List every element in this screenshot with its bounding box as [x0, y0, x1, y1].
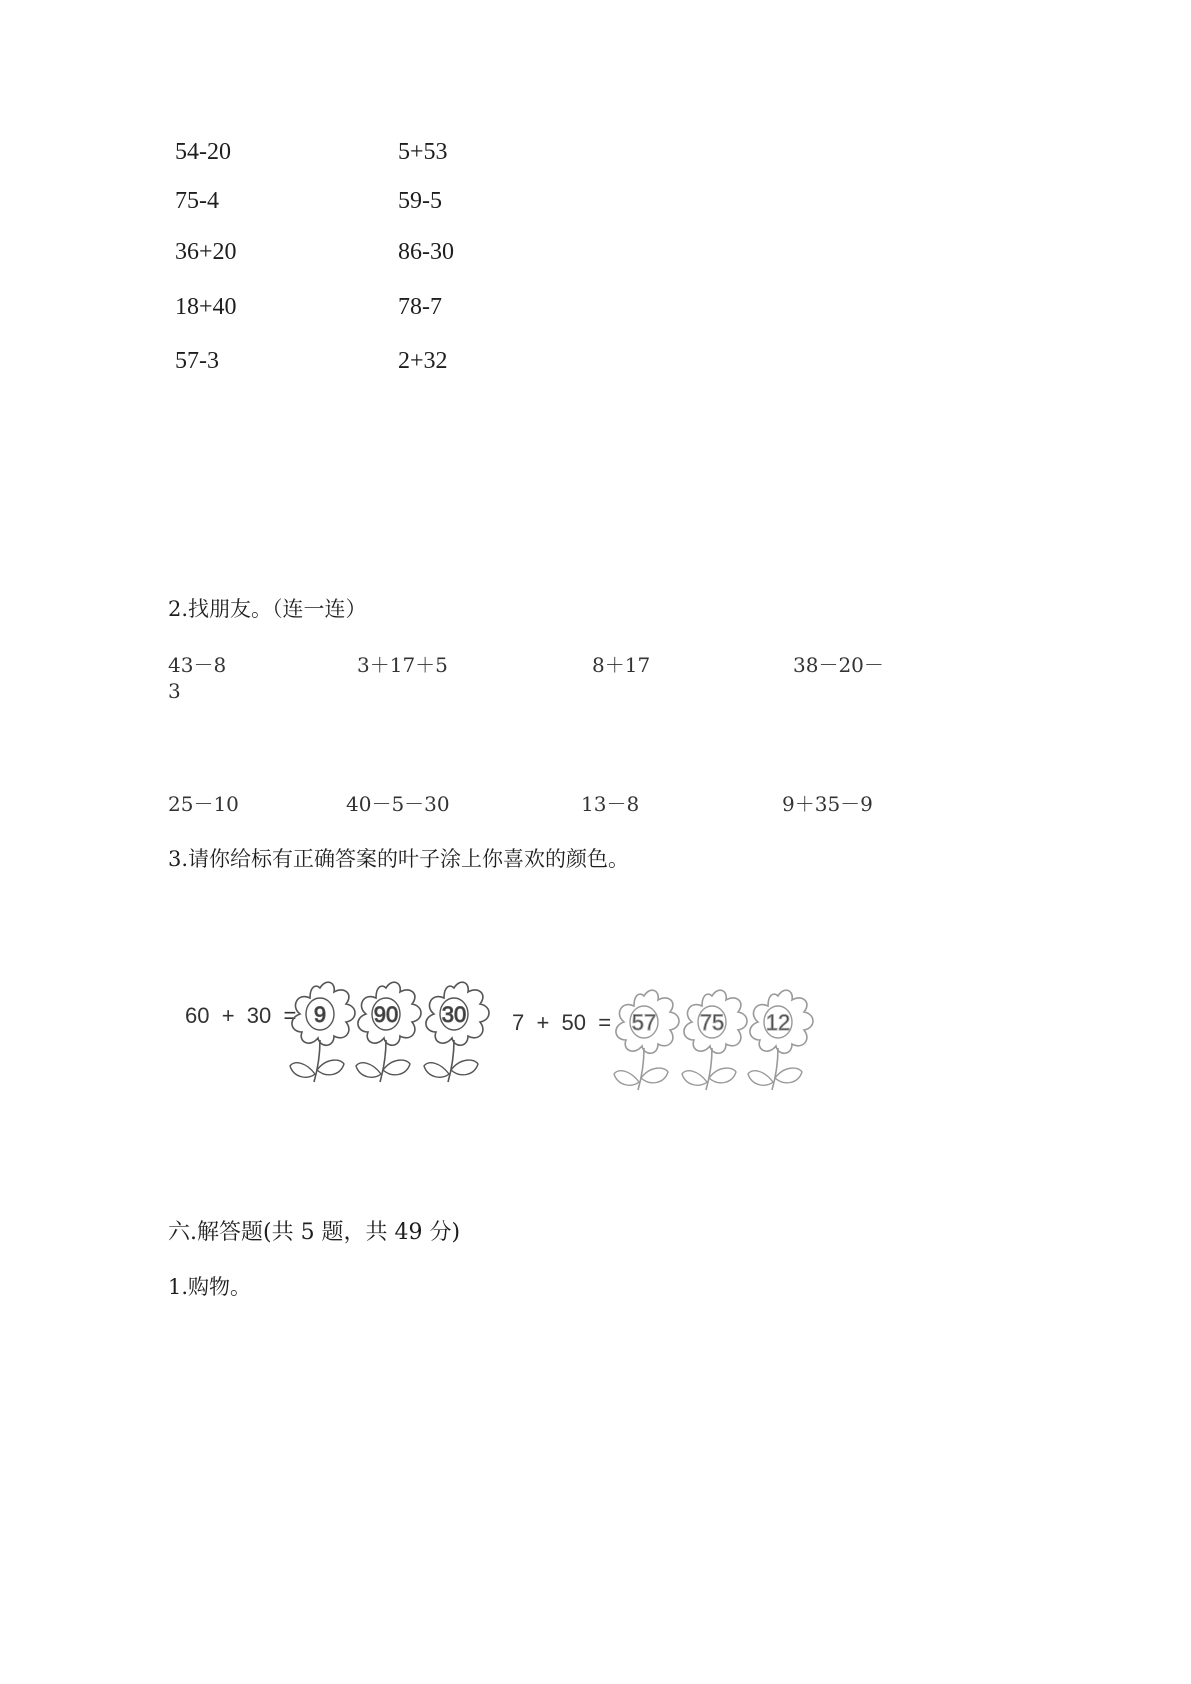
match-expression: 13－8 [581, 792, 640, 816]
flower-option: 9 [313, 1002, 327, 1027]
flower-icon[interactable] [614, 990, 679, 1090]
question-2-title: 2.找朋友。（连一连） [168, 597, 367, 621]
flower-group-2 [608, 986, 828, 1116]
flower-icon[interactable] [290, 982, 355, 1082]
flower-icon[interactable] [748, 990, 813, 1090]
flower-equation-2: 7 + 50 = [512, 1010, 612, 1035]
match-expression-wrap: 3 [168, 679, 181, 703]
calc-problem: 59-5 [398, 188, 442, 214]
flower-option: 30 [441, 1002, 467, 1027]
flower-option: 57 [631, 1010, 657, 1035]
flower-option: 75 [699, 1010, 725, 1035]
match-expression: 3＋17＋5 [357, 653, 448, 677]
calc-problem: 57-3 [175, 348, 219, 374]
section-6-question-1: 1.购物。 [168, 1275, 252, 1299]
calc-problem: 18+40 [175, 294, 237, 320]
section-6-heading: 六.解答题(共 5 题，共 49 分) [168, 1220, 461, 1245]
flower-option: 12 [765, 1010, 791, 1035]
match-expression: 8＋17 [592, 653, 651, 677]
match-expression: 38－20－ [793, 653, 884, 677]
calc-problem: 75-4 [175, 188, 219, 214]
calc-problem: 2+32 [398, 348, 448, 374]
match-expression: 9＋35－9 [782, 792, 873, 816]
flower-option: 90 [373, 1002, 399, 1027]
calc-problem: 78-7 [398, 294, 442, 320]
match-expression: 40－5－30 [346, 792, 450, 816]
match-expression: 25－10 [168, 792, 239, 816]
calc-problem: 36+20 [175, 239, 237, 265]
calc-problem: 86-30 [398, 239, 454, 265]
flower-group-1 [282, 978, 502, 1108]
question-3-title: 3.请你给标有正确答案的叶子涂上你喜欢的颜色。 [168, 847, 630, 871]
flower-equation-1: 60 + 30 = [185, 1003, 297, 1028]
calc-problem: 54-20 [175, 139, 231, 165]
calc-problem: 5+53 [398, 139, 448, 165]
match-expression: 43－8 [168, 653, 227, 677]
flower-icon[interactable] [682, 990, 747, 1090]
flower-icon[interactable] [356, 982, 421, 1082]
flower-icon[interactable] [424, 982, 489, 1082]
